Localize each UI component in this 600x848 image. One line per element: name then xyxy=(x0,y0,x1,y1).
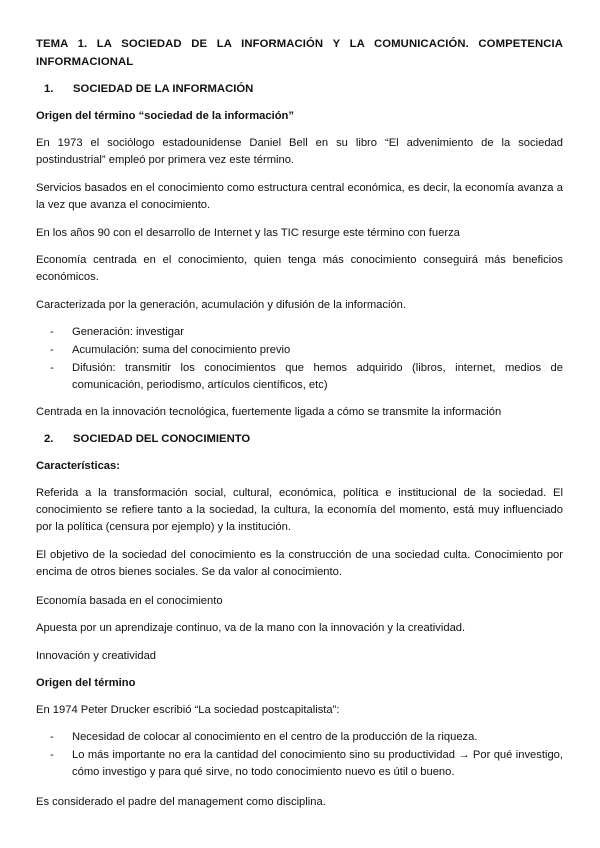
paragraph-innovacion-tecnologica: Centrada en la innovación tecnológica, fuertemente ligada a cómo se transmite la información xyxy=(36,406,502,418)
dash-bullet: - xyxy=(50,362,54,374)
list-item xyxy=(50,342,563,359)
paragraph-aprendizaje: Apuesta por un aprendizaje continuo, va de la mano con la innovación y la creatividad. xyxy=(36,622,466,634)
section-2-heading xyxy=(36,431,563,448)
paragraph-innovacion-creatividad: Innovación y creatividad xyxy=(36,650,157,662)
paragraph-anios-90: En los años 90 con el desarrollo de Internet y las TIC resurge este término con fuerza xyxy=(36,227,460,239)
dash-bullet: - xyxy=(50,344,54,356)
section-2-title: SOCIEDAD DEL CONOCIMIENTO xyxy=(73,433,251,445)
list-item xyxy=(50,360,563,394)
list-item-text: Lo más importante no era la cantidad del conocimiento sino su productividad → Por qué investigo, cómo investigo y para qué sirve, no todo conocimiento nuevo es útil o bueno. xyxy=(72,749,563,778)
list-item xyxy=(50,747,563,781)
paragraph-economia: Economía centrada en el conocimiento, quien tenga más conocimiento conseguirá más beneficios económicos. xyxy=(36,254,563,283)
paragraph-referida: Referida a la transformación social, cultural, económica, política e institucional de la sociedad. El conocimiento se refiere tanto a la sociedad, la cultura, la economía del momento, está muy influenciado por la política (censura por ejemplo) y la institución. xyxy=(36,487,563,533)
section-1-subheading: Origen del término “sociedad de la información” xyxy=(36,110,294,122)
dash-bullet: - xyxy=(50,749,54,761)
dash-bullet: - xyxy=(50,731,54,743)
paragraph-bell: En 1973 el sociólogo estadounidense Daniel Bell en su libro “El advenimiento de la sociedad postindustrial” empleó por primera vez este término. xyxy=(36,137,563,166)
list-item xyxy=(50,729,563,746)
section-2-subheading: Características: xyxy=(36,460,120,472)
paragraph-objetivo: El objetivo de la sociedad del conocimiento es la construcción de una sociedad culta. Conocimiento por encima de otros bienes sociales. Se da valor al conocimiento. xyxy=(36,549,563,578)
paragraph-economia-basada: Economía basada en el conocimiento xyxy=(36,595,223,607)
paragraph-management: Es considerado el padre del management como disciplina. xyxy=(36,796,326,808)
dash-bullet: - xyxy=(50,326,54,338)
paragraph-drucker: En 1974 Peter Drucker escribió “La sociedad postcapitalista”: xyxy=(36,704,340,716)
document-title: TEMA 1. LA SOCIEDAD DE LA INFORMACIÓN Y LA COMUNICACIÓN. COMPETENCIA INFORMACIONAL xyxy=(36,38,563,68)
paragraph-caracterizada: Caracterizada por la generación, acumulación y difusión de la información. xyxy=(36,299,407,311)
list-item xyxy=(50,324,563,341)
paragraph-servicios: Servicios basados en el conocimiento como estructura central económica, es decir, la economía avanza a la vez que avanza el conocimiento. xyxy=(36,182,563,211)
list-item-text: Necesidad de colocar al conocimiento en el centro de la producción de la riqueza. xyxy=(72,731,478,743)
list-item-text: Generación: investigar xyxy=(72,326,184,338)
section-2-number: 2. xyxy=(44,433,54,445)
section-2-subheading-origen: Origen del término xyxy=(36,677,136,689)
list-item-text: Difusión: transmitir los conocimientos que hemos adquirido (libros, internet, medios de comunicación, periodismo, artículos científicos, etc) xyxy=(72,362,563,391)
section-1-heading xyxy=(36,81,563,98)
list-item-text: Acumulación: suma del conocimiento previo xyxy=(72,344,291,356)
section-1-number: 1. xyxy=(44,83,54,95)
section-1-title: SOCIEDAD DE LA INFORMACIÓN xyxy=(73,83,254,95)
